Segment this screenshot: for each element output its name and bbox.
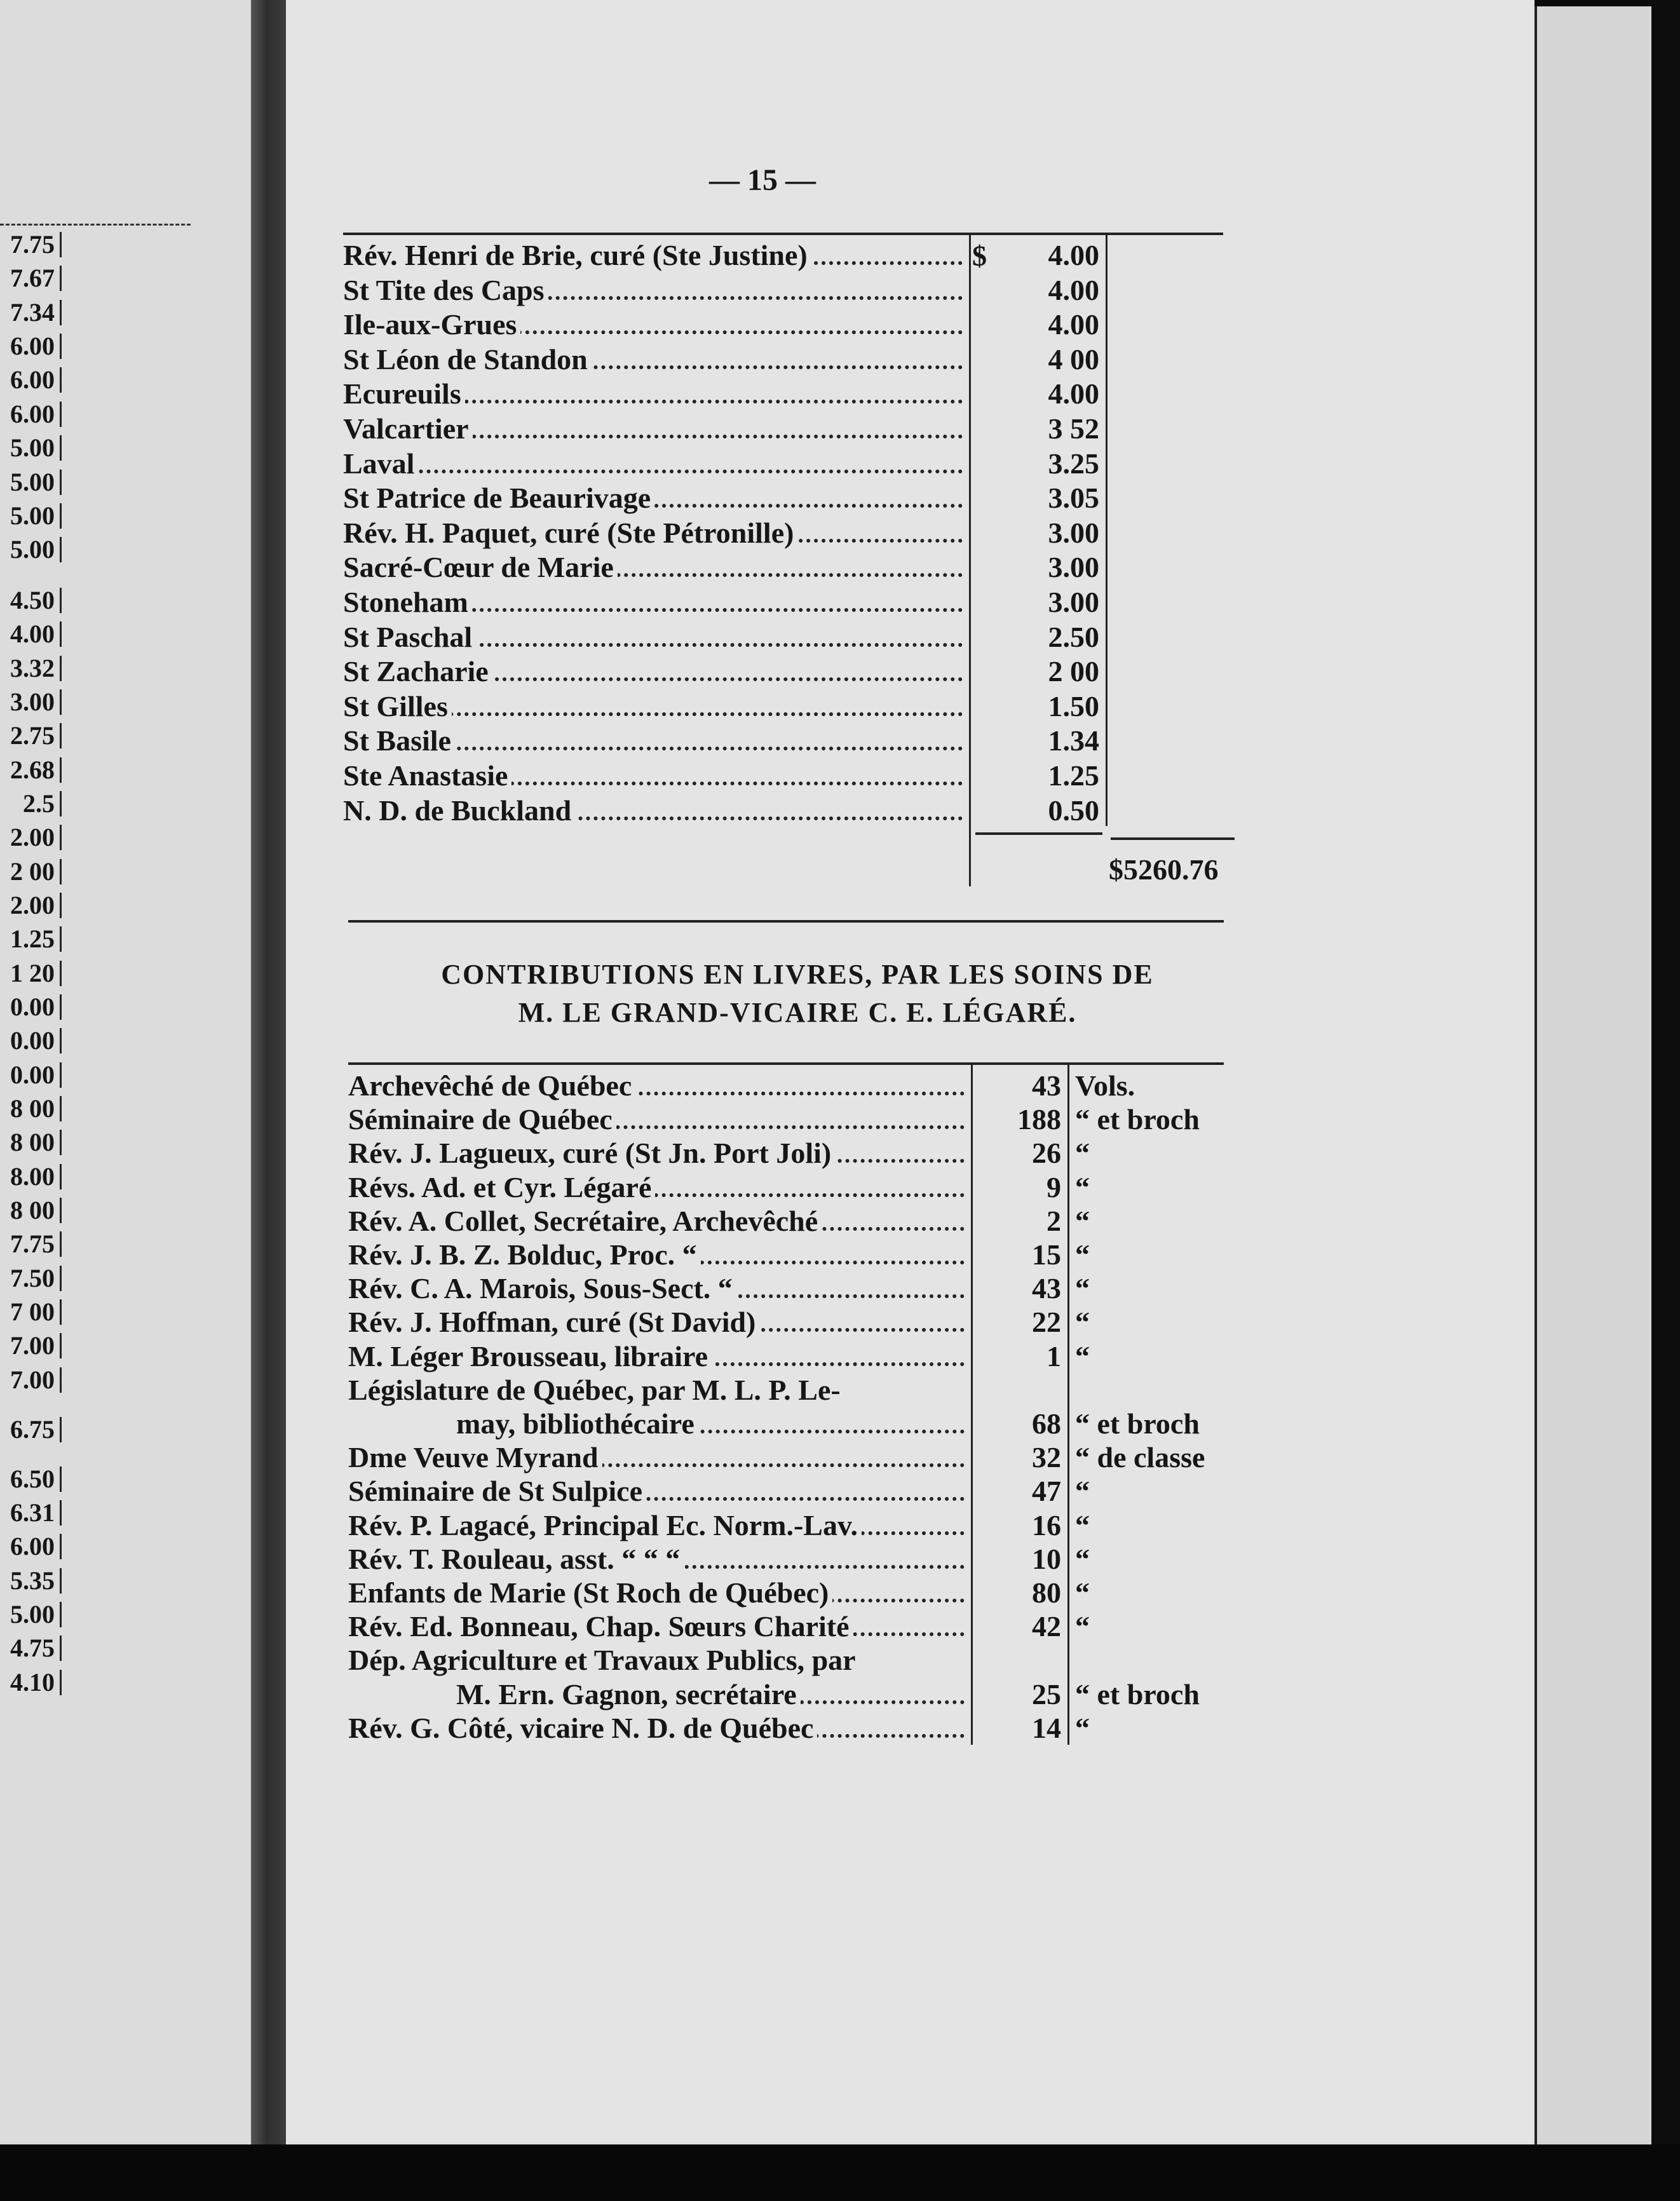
volume-count: 14 bbox=[1032, 1712, 1061, 1744]
donor-name: St Gilles bbox=[343, 689, 452, 724]
left-page-amount: 3.32 bbox=[0, 656, 62, 681]
sum-rule-right bbox=[1111, 837, 1235, 840]
left-page-amount: 6.00 bbox=[0, 402, 62, 427]
left-page-amount: 5.00 bbox=[0, 470, 62, 495]
volume-note: “ bbox=[1075, 1137, 1090, 1169]
right-page-edge bbox=[1534, 6, 1651, 2144]
donation-amount: 4.00 bbox=[1048, 239, 1099, 271]
left-page-amount: 7.75 bbox=[0, 232, 62, 257]
left-page-amount: 3.00 bbox=[0, 689, 62, 715]
left-page-amount: 1.25 bbox=[0, 926, 62, 952]
left-page-amount: 1 20 bbox=[0, 961, 62, 986]
volume-note: “ bbox=[1075, 1712, 1090, 1744]
book-donor-name: Séminaire de Québec bbox=[348, 1102, 616, 1137]
donor-name: Sacré-Cœur de Marie bbox=[343, 550, 618, 585]
donation-amount: 4.00 bbox=[1048, 308, 1099, 341]
volume-count: 80 bbox=[1032, 1576, 1061, 1609]
donation-amount: 1.50 bbox=[1048, 690, 1099, 722]
left-page-amount: 2.5 bbox=[0, 791, 62, 816]
volume-count: 2 bbox=[1047, 1205, 1061, 1237]
sum-rule bbox=[975, 832, 1102, 835]
left-page-amount: 7 00 bbox=[0, 1299, 62, 1325]
volume-note: “ bbox=[1075, 1610, 1090, 1642]
donor-name: Ste Anastasie bbox=[343, 759, 511, 793]
donation-amount: 3.00 bbox=[1048, 517, 1099, 549]
book-donor-name: Rév. Ed. Bonneau, Chap. Sœurs Charité bbox=[348, 1609, 853, 1644]
donor-name: St Zacharie bbox=[343, 654, 492, 689]
left-page-amount: 8 00 bbox=[0, 1130, 62, 1155]
left-page-amount: 8 00 bbox=[0, 1096, 62, 1121]
left-page-amount: 4.10 bbox=[0, 1670, 62, 1695]
volume-count: 32 bbox=[1032, 1441, 1061, 1473]
volume-count: 9 bbox=[1047, 1171, 1061, 1203]
volume-note: “ bbox=[1075, 1238, 1090, 1271]
donation-amount: 3.00 bbox=[1048, 551, 1099, 583]
volume-count: 26 bbox=[1032, 1137, 1061, 1169]
volume-count: 1 bbox=[1047, 1340, 1061, 1372]
left-page-amount: 6.31 bbox=[0, 1500, 62, 1526]
donation-amount: 4.00 bbox=[1048, 377, 1099, 410]
donation-amount: 2 00 bbox=[1048, 655, 1099, 687]
book-donor-name: Dép. Agriculture et Travaux Publics, par bbox=[348, 1643, 860, 1677]
left-page-amount: 5.00 bbox=[0, 503, 62, 529]
book-donor-name: Enfants de Marie (St Roch de Québec) bbox=[348, 1576, 832, 1610]
left-page-amount: 7.34 bbox=[0, 300, 62, 325]
books-table-count-divider bbox=[1067, 1065, 1069, 1745]
left-page-amount: 4.50 bbox=[0, 588, 62, 613]
left-page-rule bbox=[0, 224, 191, 226]
donation-amount: 3.05 bbox=[1048, 482, 1099, 514]
page-number: — 15 — bbox=[709, 163, 816, 197]
volume-note: “ bbox=[1075, 1543, 1090, 1575]
book-donor-name: Rév. A. Collet, Secrétaire, Archevêché bbox=[348, 1204, 822, 1238]
donation-amount: 2.50 bbox=[1048, 621, 1099, 653]
volume-note: “ et broch bbox=[1075, 1103, 1200, 1135]
money-table-amount-divider bbox=[1106, 235, 1108, 826]
donor-name: N. D. de Buckland bbox=[343, 794, 575, 828]
book-donor-name: Rév. T. Rouleau, asst. “ “ “ bbox=[348, 1542, 684, 1576]
volume-note: “ et broch bbox=[1075, 1678, 1200, 1710]
book-donor-name: Législature de Québec, par M. L. P. Le- bbox=[348, 1373, 844, 1407]
left-page-amount: 0.00 bbox=[0, 1028, 62, 1053]
volume-count: 47 bbox=[1032, 1475, 1061, 1507]
books-table-column-divider bbox=[971, 1065, 973, 1745]
money-table-row bbox=[343, 794, 963, 828]
money-total: $5260.76 bbox=[1109, 853, 1219, 886]
book-donor-name: may, bibliothécaire bbox=[456, 1407, 698, 1441]
volume-count: 10 bbox=[1032, 1543, 1061, 1575]
volume-note: “ et broch bbox=[1075, 1407, 1200, 1440]
book-donor-name: Révs. Ad. et Cyr. Légaré bbox=[348, 1170, 655, 1205]
donor-name: Ile-aux-Grues bbox=[343, 308, 520, 342]
donor-name: Stoneham bbox=[343, 585, 472, 620]
donor-name: St Patrice de Beaurivage bbox=[343, 481, 654, 515]
volume-note: “ bbox=[1075, 1272, 1090, 1304]
donor-name: St Tite des Caps bbox=[343, 273, 548, 308]
volume-note: “ bbox=[1075, 1171, 1090, 1203]
left-page-amount: 4.00 bbox=[0, 621, 62, 647]
leader-dots bbox=[343, 439, 963, 473]
donor-name: St Paschal bbox=[343, 620, 476, 654]
donation-amount: 0.50 bbox=[1048, 794, 1099, 827]
volume-count: 16 bbox=[1032, 1509, 1061, 1541]
section-divider-rule bbox=[348, 920, 1224, 923]
books-heading-line-2: M. LE GRAND-VICAIRE C. E. LÉGARÉ. bbox=[518, 997, 1077, 1028]
donation-amount: 1.34 bbox=[1048, 724, 1099, 757]
money-table-column-divider bbox=[969, 235, 971, 886]
left-page-amount: 2.75 bbox=[0, 723, 62, 748]
volume-count: 15 bbox=[1032, 1238, 1061, 1271]
donation-amount: 4.00 bbox=[1048, 274, 1099, 306]
left-page-amount: 2.00 bbox=[0, 893, 62, 918]
donor-name: Rév. H. Paquet, curé (Ste Pétronille) bbox=[343, 516, 797, 550]
left-page-amount: 8.00 bbox=[0, 1164, 62, 1189]
left-page-amount: 4.75 bbox=[0, 1636, 62, 1661]
left-page-amount: 7.00 bbox=[0, 1333, 62, 1358]
left-page-amount: 5.00 bbox=[0, 1602, 62, 1627]
donor-name: Ecureuils bbox=[343, 377, 465, 411]
currency-symbol: $ bbox=[972, 240, 987, 272]
left-page-amount: 6.00 bbox=[0, 367, 62, 393]
left-page-amount: 2.68 bbox=[0, 757, 62, 783]
volume-note: Vols. bbox=[1075, 1069, 1135, 1102]
volume-count: 188 bbox=[1017, 1103, 1061, 1135]
left-page-amount: 2.00 bbox=[0, 825, 62, 850]
left-page-amount: 5.00 bbox=[0, 435, 62, 461]
donor-name: Laval bbox=[343, 447, 418, 481]
donor-name: Valcartier bbox=[343, 412, 473, 446]
volume-note: “ bbox=[1075, 1475, 1090, 1507]
book-donor-name: Rév. G. Côté, vicaire N. D. de Québec bbox=[348, 1711, 817, 1745]
donation-amount: 1.25 bbox=[1048, 759, 1099, 792]
volume-note: “ bbox=[1075, 1576, 1090, 1609]
scan-bottom-border bbox=[0, 2144, 1680, 2201]
left-page-amount: 6.00 bbox=[0, 334, 62, 359]
left-page-amount: 8 00 bbox=[0, 1198, 62, 1223]
volume-note: “ bbox=[1075, 1340, 1090, 1372]
book-donor-name: Rév. P. Lagacé, Principal Ec. Norm.-Lav. bbox=[348, 1508, 862, 1543]
donor-name: Rév. Henri de Brie, curé (Ste Justine) bbox=[343, 238, 811, 273]
book-donor-name: Séminaire de St Sulpice bbox=[348, 1474, 646, 1508]
left-page-fragment bbox=[0, 0, 251, 2148]
volume-count: 43 bbox=[1032, 1272, 1061, 1304]
book-spine bbox=[251, 0, 286, 2148]
donation-amount: 3 52 bbox=[1048, 412, 1099, 445]
left-page-amount: 6.50 bbox=[0, 1466, 62, 1492]
book-donor-name: Dme Veuve Myrand bbox=[348, 1440, 602, 1475]
left-page-amount: 0.00 bbox=[0, 1062, 62, 1088]
donor-name: St Léon de Standon bbox=[343, 342, 592, 377]
donor-name: St Basile bbox=[343, 724, 455, 758]
volume-count: 43 bbox=[1032, 1069, 1061, 1102]
book-donor-name: M. Léger Brousseau, libraire bbox=[348, 1339, 712, 1374]
book-donor-name: Rév. C. A. Marois, Sous-Sect. “ bbox=[348, 1271, 736, 1306]
left-page-amount: 5.00 bbox=[0, 537, 62, 562]
volume-note: “ de classe bbox=[1075, 1441, 1205, 1473]
donation-amount: 3.25 bbox=[1048, 447, 1099, 480]
volume-count: 42 bbox=[1032, 1610, 1061, 1642]
volume-note: “ bbox=[1075, 1205, 1090, 1237]
book-donor-name: Rév. J. Lagueux, curé (St Jn. Port Joli) bbox=[348, 1136, 835, 1170]
book-donor-name: M. Ern. Gagnon, secrétaire bbox=[456, 1677, 801, 1712]
left-page-amount: 7.50 bbox=[0, 1266, 62, 1291]
volume-note: “ bbox=[1075, 1306, 1090, 1338]
book-donor-name: Rév. J. Hoffman, curé (St David) bbox=[348, 1305, 759, 1339]
books-table-row bbox=[348, 1609, 965, 1644]
books-table-row bbox=[348, 1711, 965, 1745]
volume-count: 68 bbox=[1032, 1407, 1061, 1440]
books-table-row bbox=[348, 1339, 965, 1374]
volume-count: 22 bbox=[1032, 1306, 1061, 1338]
left-page-amount: 2 00 bbox=[0, 859, 62, 884]
left-page-amount: 0.00 bbox=[0, 994, 62, 1020]
left-page-amount: 7.75 bbox=[0, 1231, 62, 1257]
left-page-amount: 6.75 bbox=[0, 1417, 62, 1442]
left-page-amount: 6.00 bbox=[0, 1534, 62, 1559]
left-page-amount: 7.67 bbox=[0, 266, 62, 291]
left-page-amount: 7.00 bbox=[0, 1367, 62, 1393]
volume-count: 25 bbox=[1032, 1678, 1061, 1710]
left-page-amount: 5.35 bbox=[0, 1568, 62, 1594]
volume-note: “ bbox=[1075, 1509, 1090, 1541]
donation-amount: 4 00 bbox=[1048, 343, 1099, 376]
donation-amount: 3.00 bbox=[1048, 586, 1099, 618]
book-donor-name: Archevêché de Québec bbox=[348, 1069, 635, 1103]
books-heading-line-1: CONTRIBUTIONS EN LIVRES, PAR LES SOINS DE bbox=[441, 959, 1154, 990]
book-donor-name: Rév. J. B. Z. Bolduc, Proc. “ bbox=[348, 1238, 701, 1272]
